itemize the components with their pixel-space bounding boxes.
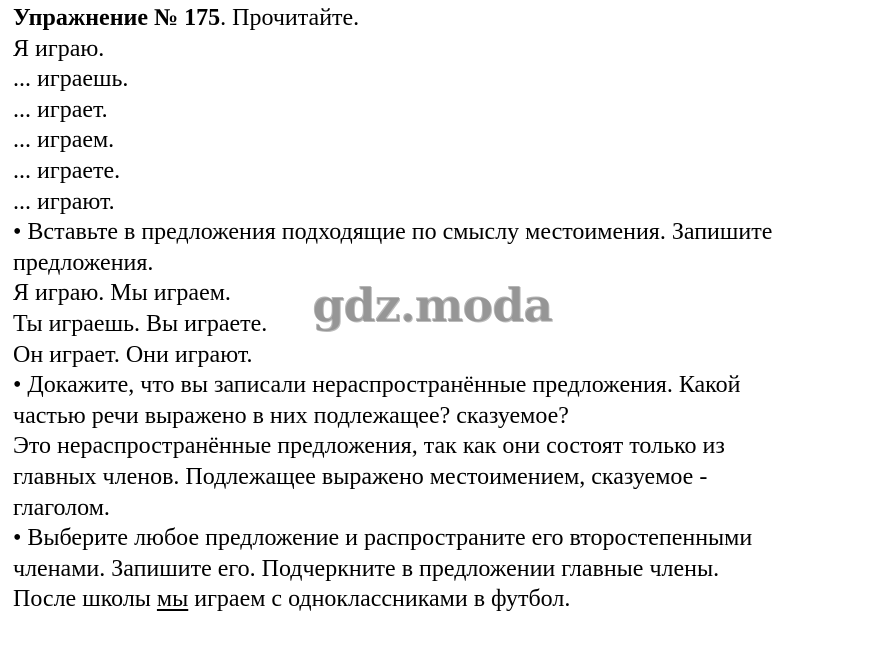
watermark-logo: gdz.moda xyxy=(312,278,552,332)
text-line: предложения. xyxy=(13,249,154,276)
exercise-page xyxy=(13,3,863,615)
underlined-subject: мы xyxy=(156,586,189,613)
text-line: Я играю. xyxy=(13,35,105,62)
text-line: ... играете. xyxy=(13,157,121,184)
answer-line: Ты играешь. Вы играете. xyxy=(13,310,268,337)
answer-line: глаголом. xyxy=(13,494,110,521)
answer-text-after: играем с одноклассниками в футбол. xyxy=(188,586,571,613)
answer-text-before: После школы xyxy=(13,586,157,613)
task-bullet: • Выберите любое предложение и распространите его второстепенными xyxy=(13,525,753,552)
text-line: членами. Запишите его. Подчеркните в предложении главные члены. xyxy=(13,555,720,582)
text-line: ... играешь. xyxy=(13,66,129,93)
task-bullet: • Докажите, что вы записали нераспространённые предложения. Какой xyxy=(13,372,741,399)
exercise-instruction: . Прочитайте. xyxy=(220,5,360,31)
answer-line: главных членов. Подлежащее выражено местоимением, сказуемое - xyxy=(13,463,708,490)
answer-line: Это нераспространённые предложения, так как они состоят только из xyxy=(13,433,725,460)
text-line: ... играют. xyxy=(13,188,115,215)
exercise-number: Упражнение № 175 xyxy=(13,5,221,31)
answer-line: Он играет. Они играют. xyxy=(13,341,253,368)
text-line: ... играет. xyxy=(13,96,108,123)
task-bullet: • Вставьте в предложения подходящие по смыслу местоимения. Запишите xyxy=(13,219,773,246)
answer-line: Я играю. Мы играем. xyxy=(13,280,231,307)
text-line: ... играем. xyxy=(13,127,115,154)
text-line: частью речи выражено в них подлежащее? сказуемое? xyxy=(13,402,569,429)
exercise-title xyxy=(13,3,863,34)
answer-line-final xyxy=(13,584,863,615)
